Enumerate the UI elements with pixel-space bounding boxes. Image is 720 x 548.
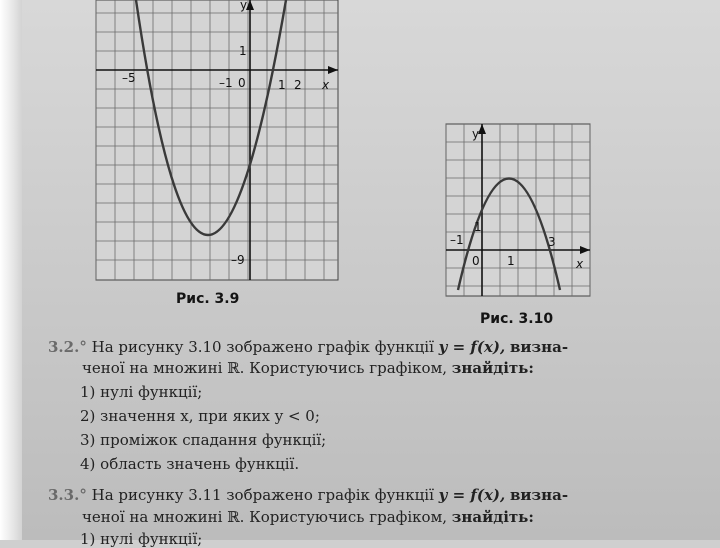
problem-3-3-line-2 [82, 508, 720, 526]
problem-3-2-item-3: 3) проміжок спадання функції; [80, 431, 327, 449]
figure-3-9-label-one: 1 [278, 78, 286, 92]
figure-3-9-graph [94, 0, 340, 285]
problem-3-3-tail: визна- [510, 486, 569, 504]
problem-3-2-line-2 [82, 359, 720, 377]
problem-3-2-text-2: ченої на множині ℝ. Користуючись графіком, [82, 359, 448, 377]
page-binding [0, 0, 22, 540]
problem-3-3-text-2: ченої на множині ℝ. Користуючись графіком, [82, 508, 448, 526]
figure-3-9-label-two: 2 [294, 78, 302, 92]
problem-3-2-text-1: На рисунку 3.10 зображено графік функції [91, 338, 434, 356]
problem-3-2-item-2: 2) значення x, при яких y < 0; [80, 407, 320, 425]
figure-3-10-label-y1: 1 [474, 220, 482, 234]
figure-3-9-label-zero: 0 [238, 76, 246, 90]
figure-3-10-caption: Рис. 3.10 [480, 311, 554, 327]
figure-3-9-label-ymin: –9 [231, 253, 245, 267]
figure-3-9-caption: Рис. 3.9 [176, 291, 240, 307]
problem-3-2-item-1: 1) нулі функції; [80, 383, 203, 401]
problem-3-2-number: 3.2.° [48, 338, 87, 356]
problem-3-2-tail: визна- [510, 338, 569, 356]
figure-3-10-label-one: 1 [507, 254, 515, 268]
problem-3-3-item-1-partial: 1) нулі функції; [80, 530, 203, 548]
figure-3-10-axis-label-x: x [576, 257, 584, 271]
figure-3-9-axis-label-y: y [240, 0, 248, 12]
figure-3-10-label-three: 3 [548, 235, 556, 249]
figure-3-10-label-zero: 0 [472, 254, 480, 268]
figure-3-9-axis-label-x: x [322, 78, 330, 92]
problem-3-3-function: y = f(x), [438, 486, 506, 504]
problem-3-2-function: y = f(x), [438, 338, 506, 356]
figure-3-9-label-y1: 1 [239, 44, 247, 58]
problem-3-2-find: знайдіть: [451, 359, 534, 377]
problem-3-2-line-1 [48, 338, 708, 356]
problem-3-2-item-4: 4) область значень функції. [80, 455, 300, 473]
figure-3-9-label-neg1: –1 [219, 76, 233, 90]
problem-3-3-number: 3.3.° [48, 486, 87, 504]
problem-3-3-find: знайдіть: [451, 508, 534, 526]
problem-3-3-text-1: На рисунку 3.11 зображено графік функції [91, 486, 434, 504]
figure-3-10-label-neg1: –1 [450, 233, 464, 247]
figure-3-10-graph [444, 122, 592, 300]
problem-3-3-line-1 [48, 486, 708, 504]
figure-3-9-label-neg5: –5 [122, 71, 136, 85]
figure-3-10-axis-label-y: y [472, 127, 480, 141]
